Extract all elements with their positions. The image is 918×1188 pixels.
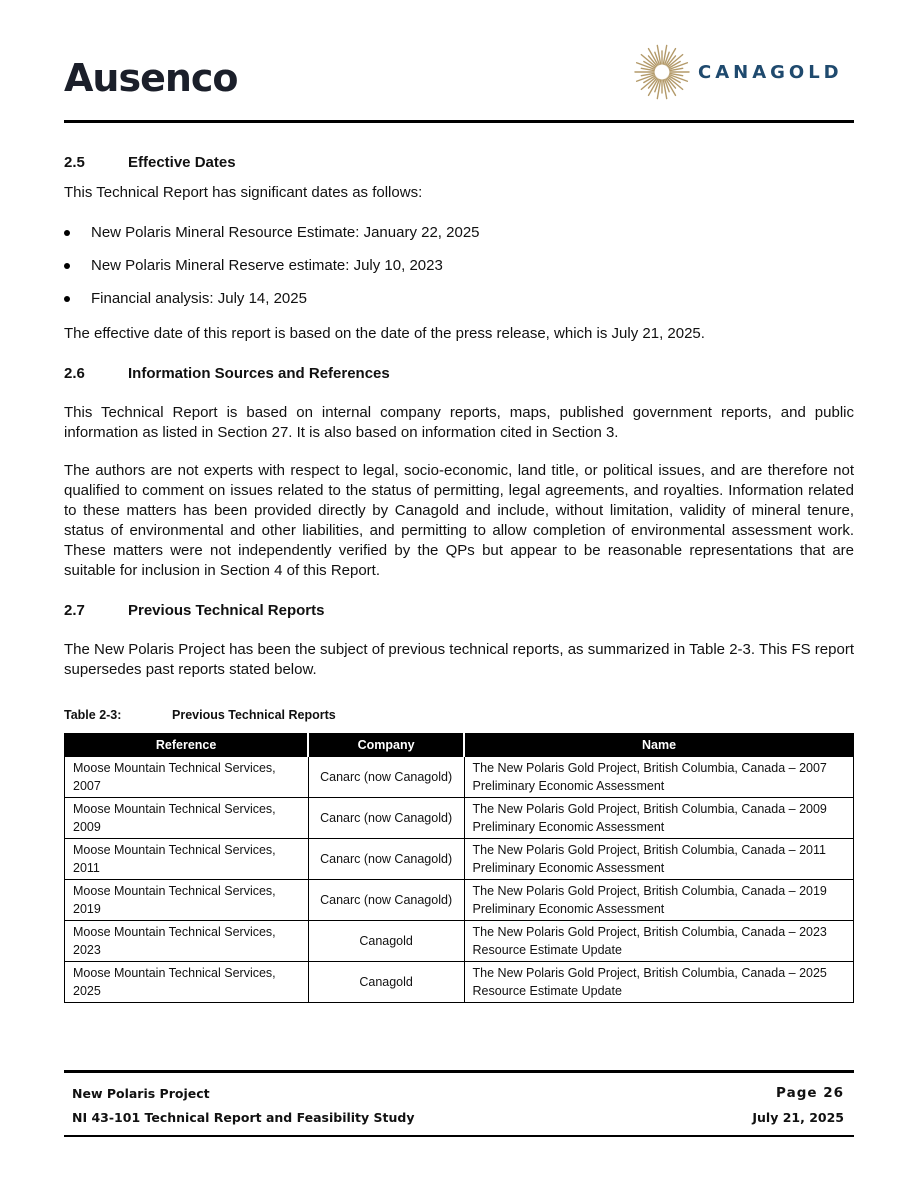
name-cell: The New Polaris Gold Project, British Columbia, Canada – 2019 Preliminary Economic Assessment bbox=[464, 880, 853, 921]
reference-cell: Moose Mountain Technical Services, 2025 bbox=[65, 962, 309, 1003]
table-caption: Table 2-3: Previous Technical Reports bbox=[64, 708, 336, 722]
company-cell: Canarc (now Canagold) bbox=[308, 839, 464, 880]
header-rule bbox=[64, 120, 854, 123]
footer-date: July 21, 2025 bbox=[752, 1110, 844, 1125]
company-cell: Canarc (now Canagold) bbox=[308, 798, 464, 839]
section-2-5-intro: This Technical Report has significant dates as follows: bbox=[64, 184, 423, 201]
canagold-logo bbox=[634, 40, 843, 104]
name-cell: The New Polaris Gold Project, British Columbia, Canada – 2007 Preliminary Economic Assessment bbox=[464, 757, 853, 798]
section-2-7-heading: 2.7 Previous Technical Reports bbox=[64, 602, 325, 619]
company-cell: Canagold bbox=[308, 921, 464, 962]
list-item: New Polaris Mineral Resource Estimate: January 22, 2025 bbox=[64, 223, 480, 256]
effective-dates-list bbox=[64, 223, 480, 322]
column-header-name: Name bbox=[464, 734, 853, 757]
section-2-5-heading: 2.5 Effective Dates bbox=[64, 154, 236, 171]
reference-cell: Moose Mountain Technical Services, 2023 bbox=[65, 921, 309, 962]
footer-report-title: NI 43-101 Technical Report and Feasibility Study bbox=[72, 1110, 415, 1125]
list-item: New Polaris Mineral Reserve estimate: July 10, 2023 bbox=[64, 256, 480, 289]
page-number: Page 26 bbox=[776, 1085, 844, 1101]
previous-reports-table bbox=[64, 733, 854, 1003]
table-header-row bbox=[65, 734, 854, 757]
footer-rule-top bbox=[64, 1070, 854, 1073]
company-cell: Canagold bbox=[308, 962, 464, 1003]
table-row bbox=[65, 921, 854, 962]
name-cell: The New Polaris Gold Project, British Columbia, Canada – 2011 Preliminary Economic Assessment bbox=[464, 839, 853, 880]
table-row bbox=[65, 880, 854, 921]
reference-cell: Moose Mountain Technical Services, 2009 bbox=[65, 798, 309, 839]
section-2-6-paragraph-2: The authors are not experts with respect to legal, socio-economic, land title, or political issues, and are therefore not qualified to comment on issues related to the status of permitting, legal agreements, and royalties. Information related to these matters has been provided directly by Canagold and include, without limitation, validity of mineral tenure, status of environmental and other liabilities, and permitting to allow completion of environmental assessment work. These matters were not independently verified by the QPs but appear to be reasonable representations that are suitable for inclusion in Section 4 of this Report. bbox=[64, 462, 854, 579]
footer-project: New Polaris Project bbox=[72, 1086, 210, 1101]
column-header-company: Company bbox=[308, 734, 464, 757]
name-cell: The New Polaris Gold Project, British Columbia, Canada – 2023 Resource Estimate Update bbox=[464, 921, 853, 962]
company-cell: Canarc (now Canagold) bbox=[308, 880, 464, 921]
section-2-6-paragraph-1: This Technical Report is based on internal company reports, maps, published government reports, and public information as listed in Section 27. It is also based on information cited in Section 3. bbox=[64, 404, 854, 441]
table-row bbox=[65, 839, 854, 880]
list-item: Financial analysis: July 14, 2025 bbox=[64, 289, 480, 322]
reference-cell: Moose Mountain Technical Services, 2011 bbox=[65, 839, 309, 880]
reference-cell: Moose Mountain Technical Services, 2019 bbox=[65, 880, 309, 921]
footer-rule-bottom bbox=[64, 1135, 854, 1137]
canagold-wordmark: CANAGOLD bbox=[698, 61, 843, 83]
column-header-reference: Reference bbox=[65, 734, 309, 757]
table-row bbox=[65, 962, 854, 1003]
table-row bbox=[65, 757, 854, 798]
section-2-5-closing: The effective date of this report is based on the date of the press release, which is July 21, 2025. bbox=[64, 325, 705, 342]
reference-cell: Moose Mountain Technical Services, 2007 bbox=[65, 757, 309, 798]
section-2-6-heading: 2.6 Information Sources and References bbox=[64, 365, 390, 382]
section-2-7-paragraph: The New Polaris Project has been the subject of previous technical reports, as summarized in Table 2-3. This FS report supersedes past reports stated below. bbox=[64, 641, 854, 678]
name-cell: The New Polaris Gold Project, British Columbia, Canada – 2009 Preliminary Economic Assessment bbox=[464, 798, 853, 839]
table-row bbox=[65, 798, 854, 839]
canagold-sunburst-icon bbox=[634, 40, 690, 104]
ausenco-logo: Ausenco bbox=[64, 56, 238, 100]
company-cell: Canarc (now Canagold) bbox=[308, 757, 464, 798]
name-cell: The New Polaris Gold Project, British Columbia, Canada – 2025 Resource Estimate Update bbox=[464, 962, 853, 1003]
